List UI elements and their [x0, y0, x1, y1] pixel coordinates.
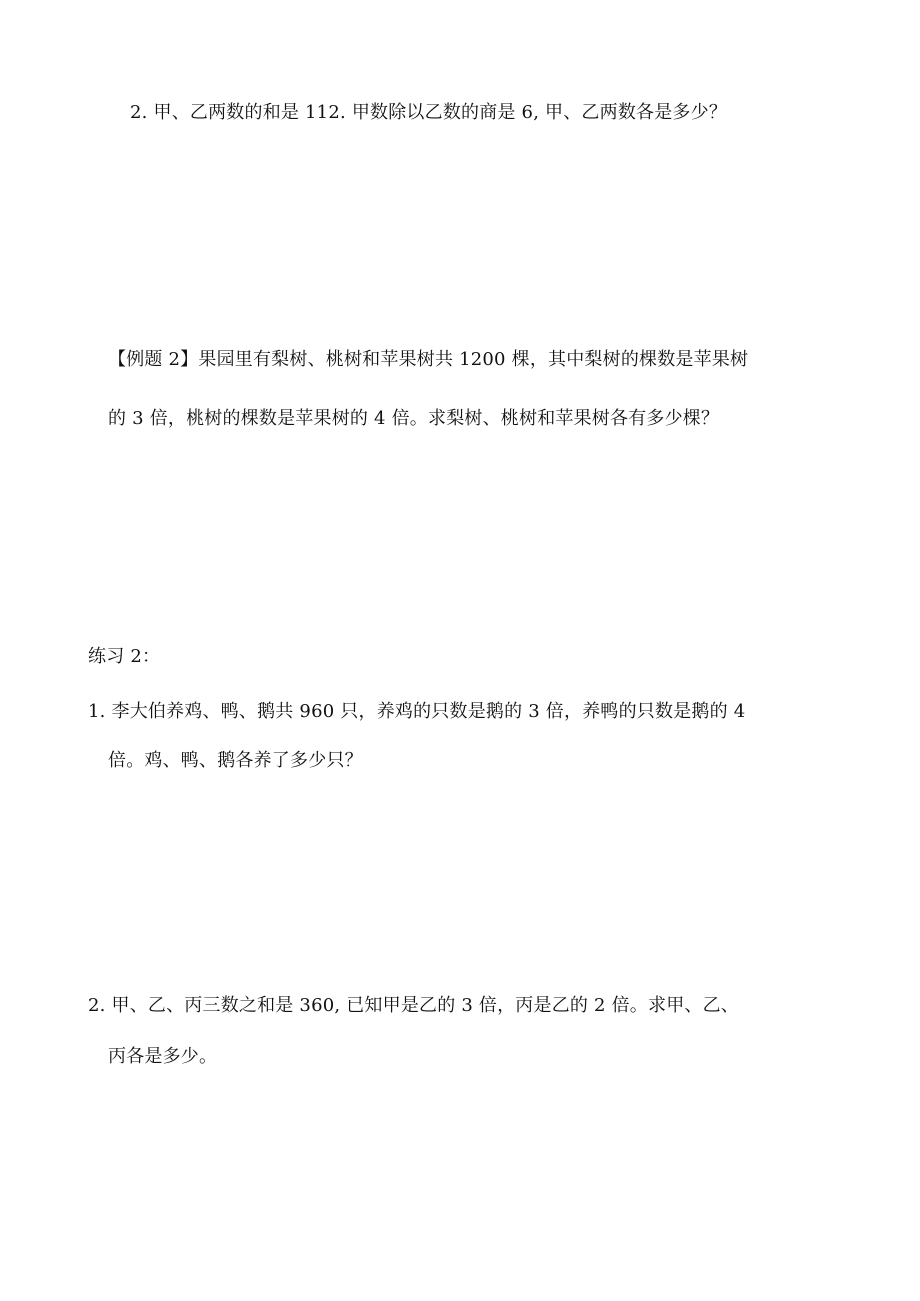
practice-question-1-line-1: 1. 李大伯养鸡、鸭、鹅共 960 只，养鸡的只数是鹅的 3 倍，养鸭的只数是鹅的 4 — [88, 701, 746, 722]
example-2-line-1: 【例题 2】果园里有梨树、桃树和苹果树共 1200 棵，其中梨树的棵数是苹果树 — [108, 349, 749, 370]
practice-question-1-line-2: 倍。鸡、鸭、鹅各养了多少只？ — [108, 750, 363, 771]
example-2-line-2: 的 3 倍，桃树的棵数是苹果树的 4 倍。求梨树、桃树和苹果树各有多少棵？ — [108, 408, 720, 429]
practice-2-heading: 练习 2： — [88, 646, 161, 667]
practice-question-2-line-2: 丙各是多少。 — [108, 1046, 218, 1067]
practice-question-2-line-1: 2. 甲、乙、丙三数之和是 360, 已知甲是乙的 3 倍，丙是乙的 2 倍。求甲、乙、 — [88, 995, 740, 1016]
question-2-text: 2. 甲、乙两数的和是 112. 甲数除以乙数的商是 6, 甲、乙两数各是多少？ — [130, 102, 728, 123]
